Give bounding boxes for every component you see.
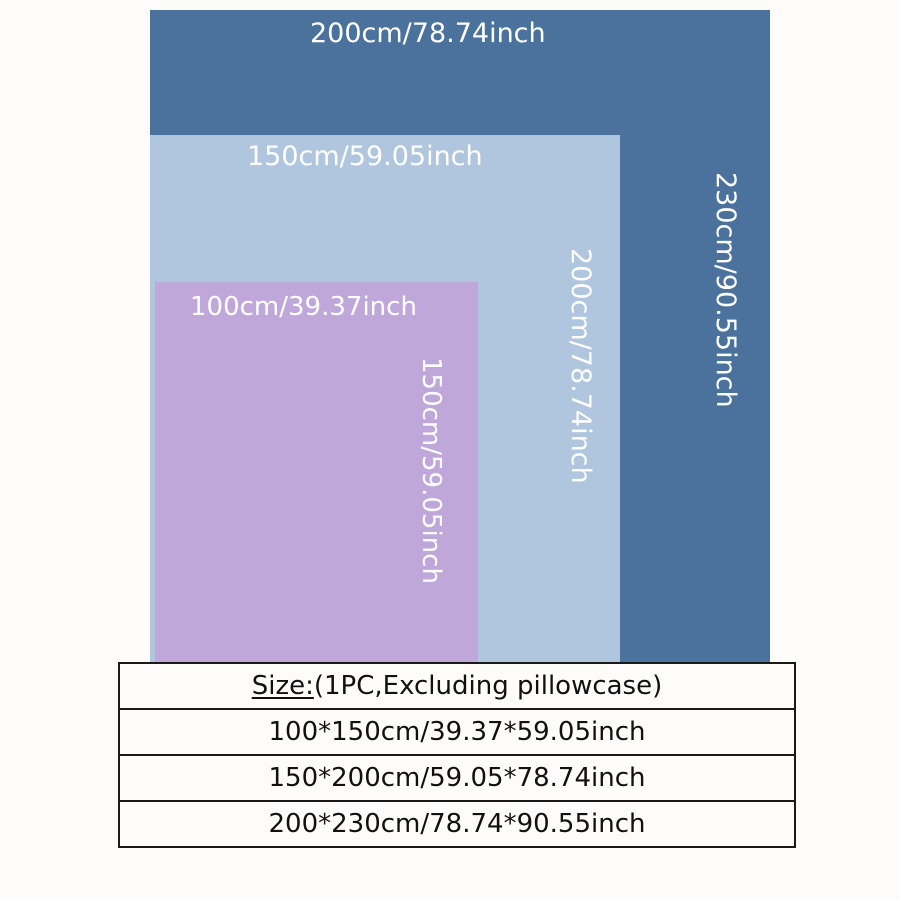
size-option-large: 200*230cm/78.74*90.55inch	[268, 809, 646, 839]
table-row	[120, 802, 794, 848]
table-row	[120, 710, 794, 756]
size-option-medium: 150*200cm/59.05*78.74inch	[268, 763, 646, 793]
dimension-label-large-width: 200cm/78.74inch	[310, 18, 546, 49]
dimension-label-small-height: 150cm/59.05inch	[416, 357, 446, 584]
size-table-header-label: Size:	[251, 671, 314, 701]
size-option-small: 100*150cm/39.37*59.05inch	[268, 717, 646, 747]
dimension-label-large-height: 230cm/90.55inch	[710, 172, 741, 408]
dimension-label-small-width: 100cm/39.37inch	[190, 292, 417, 322]
dimension-label-medium-width: 150cm/59.05inch	[247, 141, 483, 172]
size-table-header-note: (1PC,Excluding pillowcase)	[313, 671, 663, 701]
table-row	[120, 756, 794, 802]
size-table	[118, 662, 796, 848]
size-table-header-row	[120, 664, 794, 710]
dimension-label-medium-height: 200cm/78.74inch	[565, 248, 596, 484]
